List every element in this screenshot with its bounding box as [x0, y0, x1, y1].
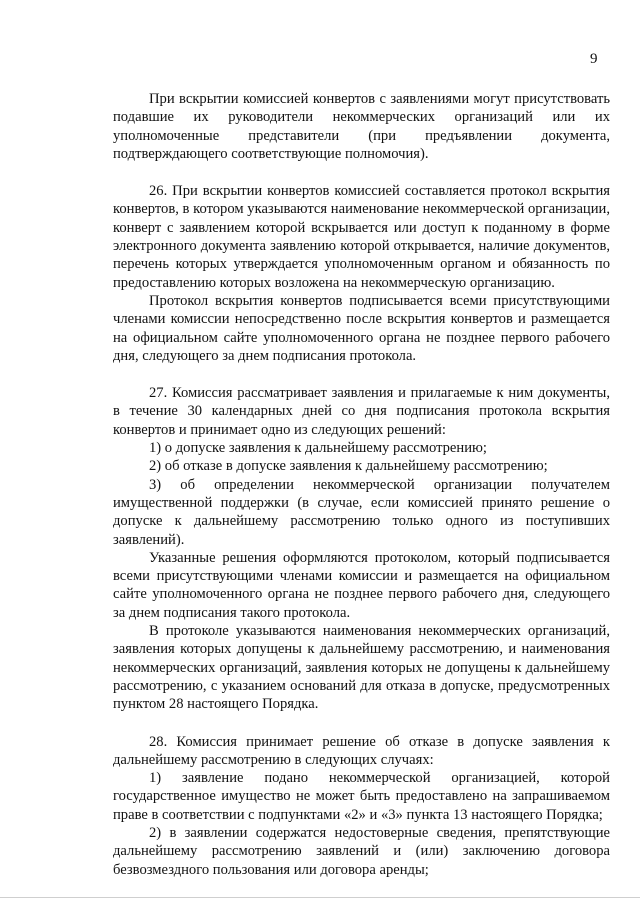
paragraph-protocol-contents: В протоколе указываются наименования некоммерческих организаций, заявления которых допущены к дальнейшему рассмотрению, и наименования некоммерческих организаций, заявления которых не допущены к дальнейшему рассмотрению, с указанием оснований для отказа в допуске, предусмотренных пунктом 28 настоящего Порядка. — [113, 623, 610, 713]
list-item-27-3: 3) об определении некоммерческой организации получателем имущественной поддержки (в случае, если комиссией принято решение о допуске к дальнейшему рассмотрению только одного из поступивших заявлений). — [113, 476, 610, 548]
paragraph-clause-26: 26. При вскрытии конвертов комиссией составляется протокол вскрытия конвертов, в котором указываются наименование некоммерческой организации, конверт с заявлением которой вскрывается или доступ к поданному в форме электронного документа заявлению которой открывается, наличие документов, перечень которых утверждается уполномоченным органом и обязанность по предоставлению которых возложена на некоммерческую организацию. — [113, 183, 610, 291]
paragraph-protocol-signing: Протокол вскрытия конвертов подписывается всеми присутствующими членами комиссии непосредственно после вскрытия конвертов и размещается на официальном сайте уполномоченного органа не позднее первого рабочего дня, следующего за днем подписания протокола. — [113, 292, 610, 364]
list-item-27-1: 1) о допуске заявления к дальнейшему рассмотрению; — [149, 440, 487, 457]
list-item-28-2: 2) в заявлении содержатся недостоверные сведения, препятствующие дальнейшему рассмотрению заявлений и (или) заключению договора безвозмездного пользования или договора аренды; — [113, 824, 610, 878]
document-body — [113, 90, 610, 879]
list-item-28-1: 1) заявление подано некоммерческой организацией, которой государственное имущество не может быть предоставлено на запрашиваемом праве в соответствии с подпунктами «2» и «3» пункта 13 настоящего Порядка; — [113, 770, 610, 823]
paragraph-decisions: Указанные решения оформляются протоколом, который подписывается всеми присутствующими членами комиссии и размещается на официальном сайте уполномоченного органа не позднее первого рабочего дня, следующего за днем подписания такого протокола. — [113, 549, 610, 621]
page-bottom-edge — [0, 897, 640, 898]
paragraph-clause-27: 27. Комиссия рассматривает заявления и прилагаемые к ним документы, в течение 30 календарных дней со дня подписания протокола вскрытия конвертов и принимает одно из следующих решений: — [113, 385, 610, 438]
paragraph-clause-28: 28. Комиссия принимает решение об отказе в допуске заявления к дальнейшему рассмотрению в следующих случаях: — [113, 733, 610, 768]
paragraph-opening: При вскрытии комиссией конвертов с заявлениями могут присутствовать подавшие их руководители некоммерческих организаций или их уполномоченные представители (при предъявлении документа, подтверждающего соответствующие полномочия). — [113, 91, 610, 162]
list-item-27-2: 2) об отказе в допуске заявления к дальнейшему рассмотрению; — [149, 458, 548, 475]
page-number: 9 — [590, 51, 598, 67]
